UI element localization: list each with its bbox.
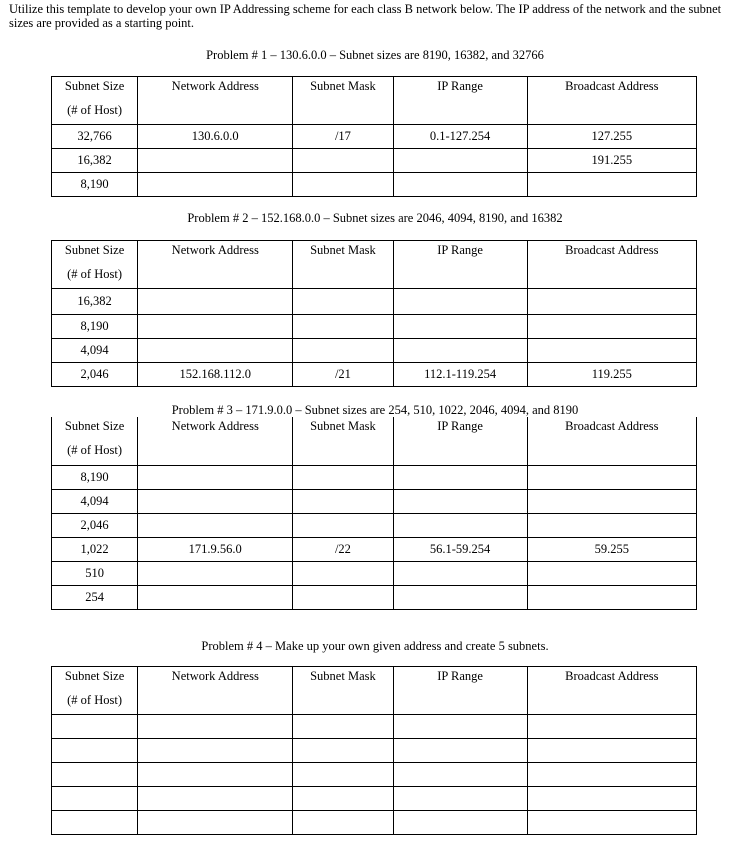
problem-4-title: Problem # 4 – Make up your own given address and create 5 subnets.: [201, 639, 549, 653]
cell-size[interactable]: [52, 715, 138, 739]
cell-mask[interactable]: [293, 513, 393, 537]
table-row: [52, 513, 697, 537]
cell-network[interactable]: [138, 339, 293, 363]
cell-size: 2,046: [52, 513, 138, 537]
cell-broadcast[interactable]: [527, 585, 696, 609]
header-broadcast-address: Broadcast Address: [527, 241, 696, 289]
cell-broadcast[interactable]: [527, 739, 696, 763]
cell-range[interactable]: [393, 787, 527, 811]
cell-range[interactable]: [393, 315, 527, 339]
cell-network[interactable]: [138, 561, 293, 585]
header-ip-range: IP Range: [393, 77, 527, 125]
cell-mask[interactable]: [293, 339, 393, 363]
header-network-address: Network Address: [138, 241, 293, 289]
cell-network[interactable]: [138, 715, 293, 739]
cell-size: 510: [52, 561, 138, 585]
cell-mask[interactable]: [293, 715, 393, 739]
cell-size: 32,766: [52, 125, 138, 149]
header-ip-range: IP Range: [393, 417, 527, 465]
cell-mask[interactable]: [293, 173, 393, 197]
header-subnet-size: [52, 667, 138, 715]
table-row: [52, 585, 697, 609]
header-network-address: Network Address: [138, 417, 293, 465]
problem-4-table: [51, 666, 697, 835]
table-row: [52, 289, 697, 315]
header-num-hosts-label: (# of Host): [67, 443, 122, 457]
cell-mask[interactable]: [293, 289, 393, 315]
cell-size: 4,094: [52, 489, 138, 513]
cell-network[interactable]: [138, 811, 293, 835]
cell-size: 2,046: [52, 363, 138, 387]
header-subnet-mask: Subnet Mask: [293, 417, 393, 465]
cell-mask[interactable]: [293, 763, 393, 787]
cell-size: 8,190: [52, 315, 138, 339]
header-subnet-size: [52, 241, 138, 289]
cell-broadcast[interactable]: [527, 763, 696, 787]
table-row: [52, 125, 697, 149]
table-row: [52, 537, 697, 561]
cell-broadcast[interactable]: [527, 811, 696, 835]
cell-mask[interactable]: [293, 585, 393, 609]
cell-range[interactable]: [393, 561, 527, 585]
table-row: [52, 339, 697, 363]
cell-broadcast[interactable]: [527, 289, 696, 315]
cell-range[interactable]: 56.1-59.254: [393, 537, 527, 561]
cell-range[interactable]: [393, 739, 527, 763]
header-broadcast-address: Broadcast Address: [527, 667, 696, 715]
table-row: [52, 489, 697, 513]
cell-broadcast[interactable]: 127.255: [527, 125, 696, 149]
cell-mask[interactable]: [293, 315, 393, 339]
cell-broadcast[interactable]: [527, 513, 696, 537]
cell-network[interactable]: 130.6.0.0: [138, 125, 293, 149]
table-row: [52, 787, 697, 811]
cell-network[interactable]: [138, 513, 293, 537]
cell-range[interactable]: [393, 339, 527, 363]
header-network-address: Network Address: [138, 667, 293, 715]
cell-network[interactable]: 171.9.56.0: [138, 537, 293, 561]
cell-broadcast[interactable]: [527, 465, 696, 489]
cell-network[interactable]: [138, 173, 293, 197]
header-num-hosts-label: (# of Host): [67, 103, 122, 117]
problem-1-title: Problem # 1 – 130.6.0.0 – Subnet sizes are 8190, 16382, and 32766: [206, 48, 544, 62]
header-subnet-size-label: Subnet Size: [64, 79, 125, 93]
cell-range[interactable]: [393, 513, 527, 537]
cell-size: 16,382: [52, 289, 138, 315]
cell-broadcast[interactable]: [527, 315, 696, 339]
cell-size: 4,094: [52, 339, 138, 363]
cell-broadcast[interactable]: [527, 173, 696, 197]
cell-network[interactable]: [138, 289, 293, 315]
table-row: [52, 363, 697, 387]
cell-size[interactable]: [52, 811, 138, 835]
problem-2-table: [51, 240, 697, 387]
cell-broadcast[interactable]: 119.255: [527, 363, 696, 387]
cell-mask[interactable]: [293, 465, 393, 489]
cell-broadcast[interactable]: [527, 787, 696, 811]
cell-range[interactable]: [393, 585, 527, 609]
cell-mask[interactable]: [293, 811, 393, 835]
header-ip-range: IP Range: [393, 667, 527, 715]
header-row: [52, 667, 697, 715]
problem-3-table: [51, 417, 697, 610]
cell-mask[interactable]: /17: [293, 125, 393, 149]
header-broadcast-address: Broadcast Address: [527, 77, 696, 125]
table-row: [52, 811, 697, 835]
header-num-hosts-label: (# of Host): [67, 267, 122, 281]
problem-2-title: Problem # 2 – 152.168.0.0 – Subnet sizes are 2046, 4094, 8190, and 16382: [187, 211, 563, 225]
cell-range[interactable]: [393, 715, 527, 739]
cell-mask[interactable]: /22: [293, 537, 393, 561]
table-row: [52, 763, 697, 787]
cell-mask[interactable]: [293, 787, 393, 811]
header-broadcast-address: Broadcast Address: [527, 417, 696, 465]
cell-broadcast[interactable]: [527, 339, 696, 363]
cell-network[interactable]: [138, 149, 293, 173]
cell-network[interactable]: [138, 465, 293, 489]
cell-network[interactable]: [138, 585, 293, 609]
cell-mask[interactable]: [293, 149, 393, 173]
cell-range[interactable]: 0.1-127.254: [393, 125, 527, 149]
cell-range[interactable]: [393, 763, 527, 787]
header-subnet-size-label: Subnet Size: [64, 419, 125, 433]
cell-network[interactable]: [138, 739, 293, 763]
cell-broadcast[interactable]: [527, 715, 696, 739]
table-row: [52, 315, 697, 339]
cell-range[interactable]: [393, 489, 527, 513]
cell-network[interactable]: [138, 787, 293, 811]
cell-broadcast[interactable]: 59.255: [527, 537, 696, 561]
header-subnet-mask: Subnet Mask: [293, 77, 393, 125]
cell-mask[interactable]: [293, 739, 393, 763]
cell-size[interactable]: [52, 763, 138, 787]
header-row: [52, 77, 697, 125]
header-subnet-size-label: Subnet Size: [64, 669, 125, 683]
table-row: [52, 465, 697, 489]
cell-mask[interactable]: [293, 489, 393, 513]
header-subnet-size: [52, 417, 138, 465]
cell-size[interactable]: [52, 787, 138, 811]
cell-range[interactable]: [393, 811, 527, 835]
table-row: [52, 561, 697, 585]
instructions-text: Utilize this template to develop your own IP Addressing scheme for each class B network below. The IP address of the network and the subnet sizes are provided as a starting point.: [9, 2, 722, 30]
header-ip-range: IP Range: [393, 241, 527, 289]
header-num-hosts-label: (# of Host): [67, 693, 122, 707]
cell-network[interactable]: [138, 763, 293, 787]
cell-size: 8,190: [52, 173, 138, 197]
problem-1-table: [51, 76, 697, 197]
cell-size: 8,190: [52, 465, 138, 489]
table-row: [52, 173, 697, 197]
cell-size[interactable]: [52, 739, 138, 763]
cell-range[interactable]: [393, 465, 527, 489]
cell-size: 1,022: [52, 537, 138, 561]
header-row: [52, 417, 697, 465]
cell-network[interactable]: [138, 315, 293, 339]
table-row: [52, 715, 697, 739]
cell-range[interactable]: [393, 289, 527, 315]
cell-size: 254: [52, 585, 138, 609]
header-subnet-size-label: Subnet Size: [64, 243, 125, 257]
header-subnet-mask: Subnet Mask: [293, 241, 393, 289]
table-row: [52, 149, 697, 173]
header-subnet-size: [52, 77, 138, 125]
cell-broadcast[interactable]: [527, 561, 696, 585]
header-subnet-mask: Subnet Mask: [293, 667, 393, 715]
cell-range[interactable]: [393, 149, 527, 173]
cell-range[interactable]: [393, 173, 527, 197]
cell-mask[interactable]: [293, 561, 393, 585]
cell-broadcast[interactable]: 191.255: [527, 149, 696, 173]
cell-mask[interactable]: /21: [293, 363, 393, 387]
cell-network[interactable]: [138, 489, 293, 513]
cell-network[interactable]: 152.168.112.0: [138, 363, 293, 387]
cell-range[interactable]: 112.1-119.254: [393, 363, 527, 387]
header-row: [52, 241, 697, 289]
problem-3-title: Problem # 3 – 171.9.0.0 – Subnet sizes are 254, 510, 1022, 2046, 4094, and 8190: [171, 403, 579, 417]
cell-size: 16,382: [52, 149, 138, 173]
header-network-address: Network Address: [138, 77, 293, 125]
cell-broadcast[interactable]: [527, 489, 696, 513]
table-row: [52, 739, 697, 763]
